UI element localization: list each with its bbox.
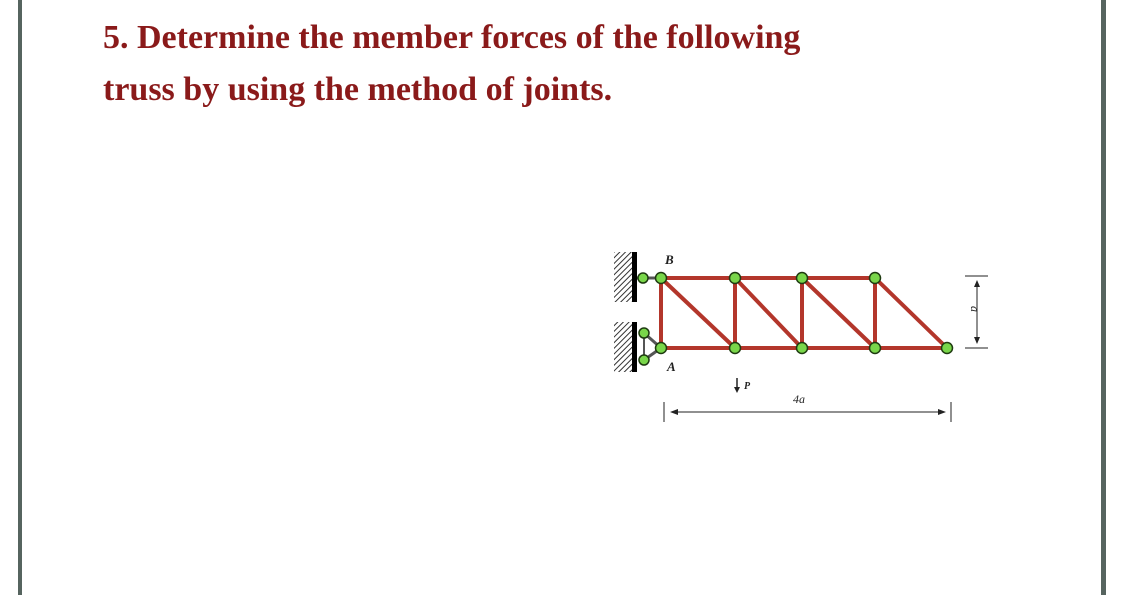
load-arrow — [734, 378, 740, 393]
problem-line-2: truss by using the method of joints. — [103, 71, 613, 108]
diagonal-member-3 — [802, 278, 875, 348]
diagonal-member-1 — [661, 278, 735, 348]
span-label: 4a — [793, 392, 805, 406]
joint-top-3 — [797, 273, 808, 284]
joint-tip — [942, 343, 953, 354]
load-label: P — [744, 381, 751, 392]
lower-wall-plate — [632, 322, 637, 372]
upper-wall-hatch — [614, 252, 632, 302]
problem-line-1: 5. Determine the member forces of the following — [103, 19, 801, 56]
upper-wall-plate — [632, 252, 637, 302]
diagonal-member-4 — [875, 278, 947, 348]
upper-wall-support — [614, 252, 661, 302]
joint-top-2 — [730, 273, 741, 284]
load-arrow-head — [734, 387, 740, 393]
lower-wall-pin-bottom — [639, 355, 649, 365]
joint-a — [656, 343, 667, 354]
span-arrow-left — [670, 409, 678, 415]
joint-b — [656, 273, 667, 284]
joint-top-4 — [870, 273, 881, 284]
diagonal-member-2 — [735, 278, 802, 348]
upper-wall-pin — [638, 273, 648, 283]
span-arrow-right — [938, 409, 946, 415]
height-arrow-top — [974, 280, 980, 287]
joint-bottom-3 — [797, 343, 808, 354]
span-dimension — [664, 402, 951, 422]
lower-wall-pin-top — [639, 328, 649, 338]
lower-wall-support — [614, 322, 661, 372]
truss-members — [661, 278, 947, 348]
height-label: a — [968, 306, 982, 312]
joint-a-label: A — [667, 359, 676, 374]
joint-bottom-2 — [730, 343, 741, 354]
joint-b-label: B — [665, 252, 674, 267]
lower-wall-hatch — [614, 322, 632, 372]
joint-bottom-4 — [870, 343, 881, 354]
height-arrow-bottom — [974, 337, 980, 344]
